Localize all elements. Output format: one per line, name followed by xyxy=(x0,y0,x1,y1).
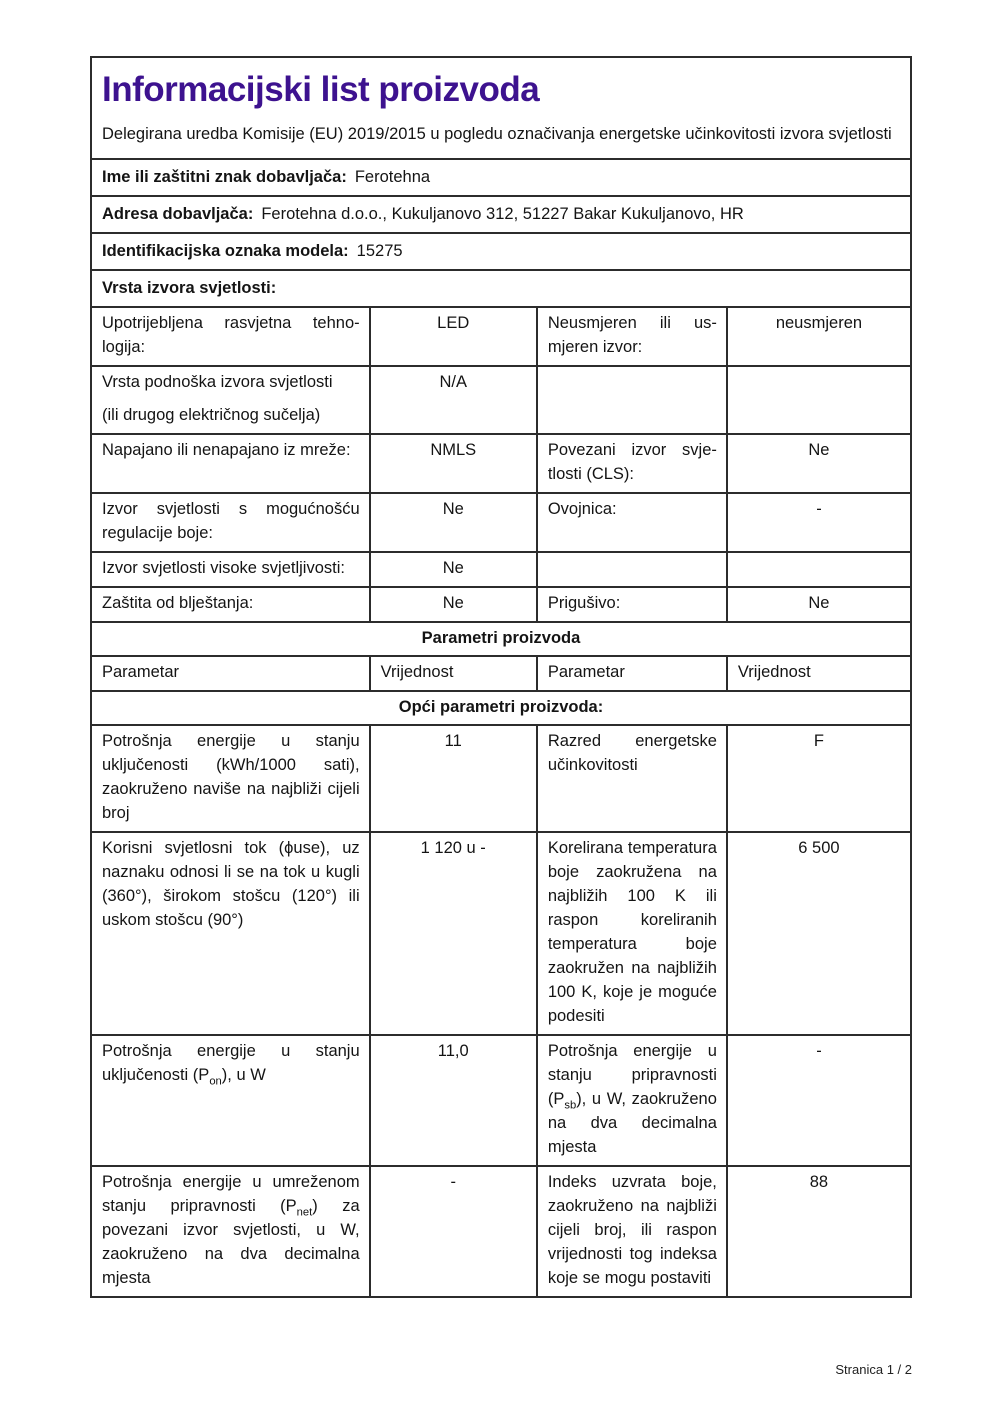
model-id-row xyxy=(92,232,910,269)
parameter-cell: Potrošnja energije u stanju uključenosti (kWh/1000 sati), zaokruženo naviše na najbliži cijeli broj xyxy=(102,732,360,823)
parameter-cell: Korelirana temperatura boje zaokružena na najbližih 100 K ili raspon koreliranih temperatura boje zaokružen na najbližih 100 K, koje je moguće podesiti xyxy=(536,833,726,1034)
section-product-parameters: Parametri proizvoda xyxy=(92,621,910,655)
value-cell xyxy=(726,553,910,586)
value-cell: 1 120 u - xyxy=(369,833,536,1034)
section-general-parameters: Opći parametri proizvoda: xyxy=(92,690,910,724)
table-row-energy-consumption xyxy=(92,724,910,831)
table-row-high-luminance xyxy=(92,551,910,586)
table-row-mains xyxy=(92,433,910,492)
value-cell: - xyxy=(369,1167,536,1296)
parameter-cell: Indeks uzvrata boje, zaokruženo na najbliži cijeli broj, ili raspon vrijednosti tog indeksa koje se mogu postaviti xyxy=(536,1167,726,1296)
table-row-cap-type xyxy=(92,365,910,433)
page-subtitle: Delegirana uredba Komisije (EU) 2019/2015 u pogledu označivanja energetske učinkovitosti izvora svjetlosti xyxy=(102,125,892,144)
parameter-cell xyxy=(92,367,369,433)
value-cell: Ne xyxy=(369,553,536,586)
supplier-address-label: Adresa dobavljača: xyxy=(102,205,254,224)
table-row-colour-tuning xyxy=(92,492,910,551)
parameter-cell: Korisni svjetlosni tok (ϕuse), uz naznaku odnosi li se na tok u kugli (360°), širokom stošcu (120°) ili uskom stošcu (90°) xyxy=(102,839,360,930)
value-cell: - xyxy=(726,494,910,551)
value-cell: neusmjeren xyxy=(726,308,910,365)
column-header: Vrijednost xyxy=(369,657,536,690)
supplier-name-value: Ferotehna xyxy=(354,168,431,187)
parameter-cell: Potrošnja energije u stanju uključenosti $(P_{on})$, u W xyxy=(102,1042,360,1088)
value-cell: Ne xyxy=(369,588,536,621)
model-id-label: Identifikacijska oznaka modela: xyxy=(102,242,349,261)
parameter-cell: Povezani izvor svjetlosti (CLS): xyxy=(536,435,726,492)
column-header-row xyxy=(92,655,910,690)
column-header: Parametar xyxy=(102,663,180,682)
document-header xyxy=(92,58,910,158)
supplier-name-row xyxy=(92,158,910,195)
supplier-address-value: Ferotehna d.o.o., Kukuljanovo 312, 51227 Bakar Kukuljanovo, HR xyxy=(261,205,744,224)
parameter-cell xyxy=(536,553,726,586)
light-source-type-row xyxy=(92,269,910,306)
page-title: Informacijski list proizvoda xyxy=(102,70,540,109)
value-cell: 11,0 xyxy=(369,1036,536,1165)
value-cell: N/A xyxy=(369,367,536,433)
table-row-networked-standby xyxy=(92,1165,910,1296)
parameter-cell: Neusmjeren ili usmjeren izvor: xyxy=(536,308,726,365)
page-number: Stranica 1 / 2 xyxy=(835,1362,912,1377)
cap-type-line1: Vrsta podnoška izvora svjetlosti xyxy=(102,373,333,392)
parameter-cell: Potrošnja energije u umreženom stanju pripravnosti $(P_{net})$ za povezani izvor svjetlosti, u W, zaokruženo na dva decimalna mjesta xyxy=(102,1173,360,1288)
light-source-type-label: Vrsta izvora svjetlosti: xyxy=(102,279,277,298)
supplier-name-label: Ime ili zaštitni znak dobavljača: xyxy=(102,168,347,187)
table-row-luminous-flux xyxy=(92,831,910,1034)
parameter-cell: Prigušivo: xyxy=(536,588,726,621)
column-header: Vrijednost xyxy=(726,657,910,690)
value-cell: Ne xyxy=(726,435,910,492)
table-row-power-on xyxy=(92,1034,910,1165)
table-row-technology xyxy=(92,306,910,365)
info-table xyxy=(90,56,912,1298)
cap-type-line2: (ili drugog električnog sučelja) xyxy=(102,406,321,425)
parameter-cell: Potrošnja energije u stanju pripravnosti $(P_{sb})$, u W, zaokruženo na dva decimalna mjesta xyxy=(536,1036,726,1165)
subscript-on: on xyxy=(209,1075,222,1088)
parameter-cell: Zaštita od blještanja: xyxy=(102,594,254,613)
parameter-cell: Ovojnica: xyxy=(536,494,726,551)
value-cell: Ne xyxy=(369,494,536,551)
parameter-cell: Izvor svjetlosti visoke svjetljivosti: xyxy=(102,559,345,578)
supplier-address-row xyxy=(92,195,910,232)
parameter-cell xyxy=(536,367,726,433)
value-cell: 6 500 xyxy=(726,833,910,1034)
value-cell: F xyxy=(726,726,910,831)
value-cell xyxy=(726,367,910,433)
column-header: Parametar xyxy=(536,657,726,690)
subscript-net: net xyxy=(296,1206,313,1219)
product-information-sheet xyxy=(90,56,912,1298)
parameter-cell: Izvor svjetlosti s mogućnošću regulacije boje: xyxy=(102,500,360,543)
model-id-value: 15275 xyxy=(356,242,403,261)
value-cell: LED xyxy=(369,308,536,365)
parameter-cell: Razred energetske učinkovitosti xyxy=(536,726,726,831)
value-cell: - xyxy=(726,1036,910,1165)
value-cell: 88 xyxy=(726,1167,910,1296)
subscript-sb: sb xyxy=(564,1099,577,1112)
parameter-cell: Upotrijebljena rasvjetna tehnologija: xyxy=(102,314,360,357)
value-cell: 11 xyxy=(369,726,536,831)
value-cell: NMLS xyxy=(369,435,536,492)
value-cell: Ne xyxy=(726,588,910,621)
parameter-cell: Napajano ili nenapajano iz mreže: xyxy=(102,441,351,460)
table-row-anti-glare xyxy=(92,586,910,621)
